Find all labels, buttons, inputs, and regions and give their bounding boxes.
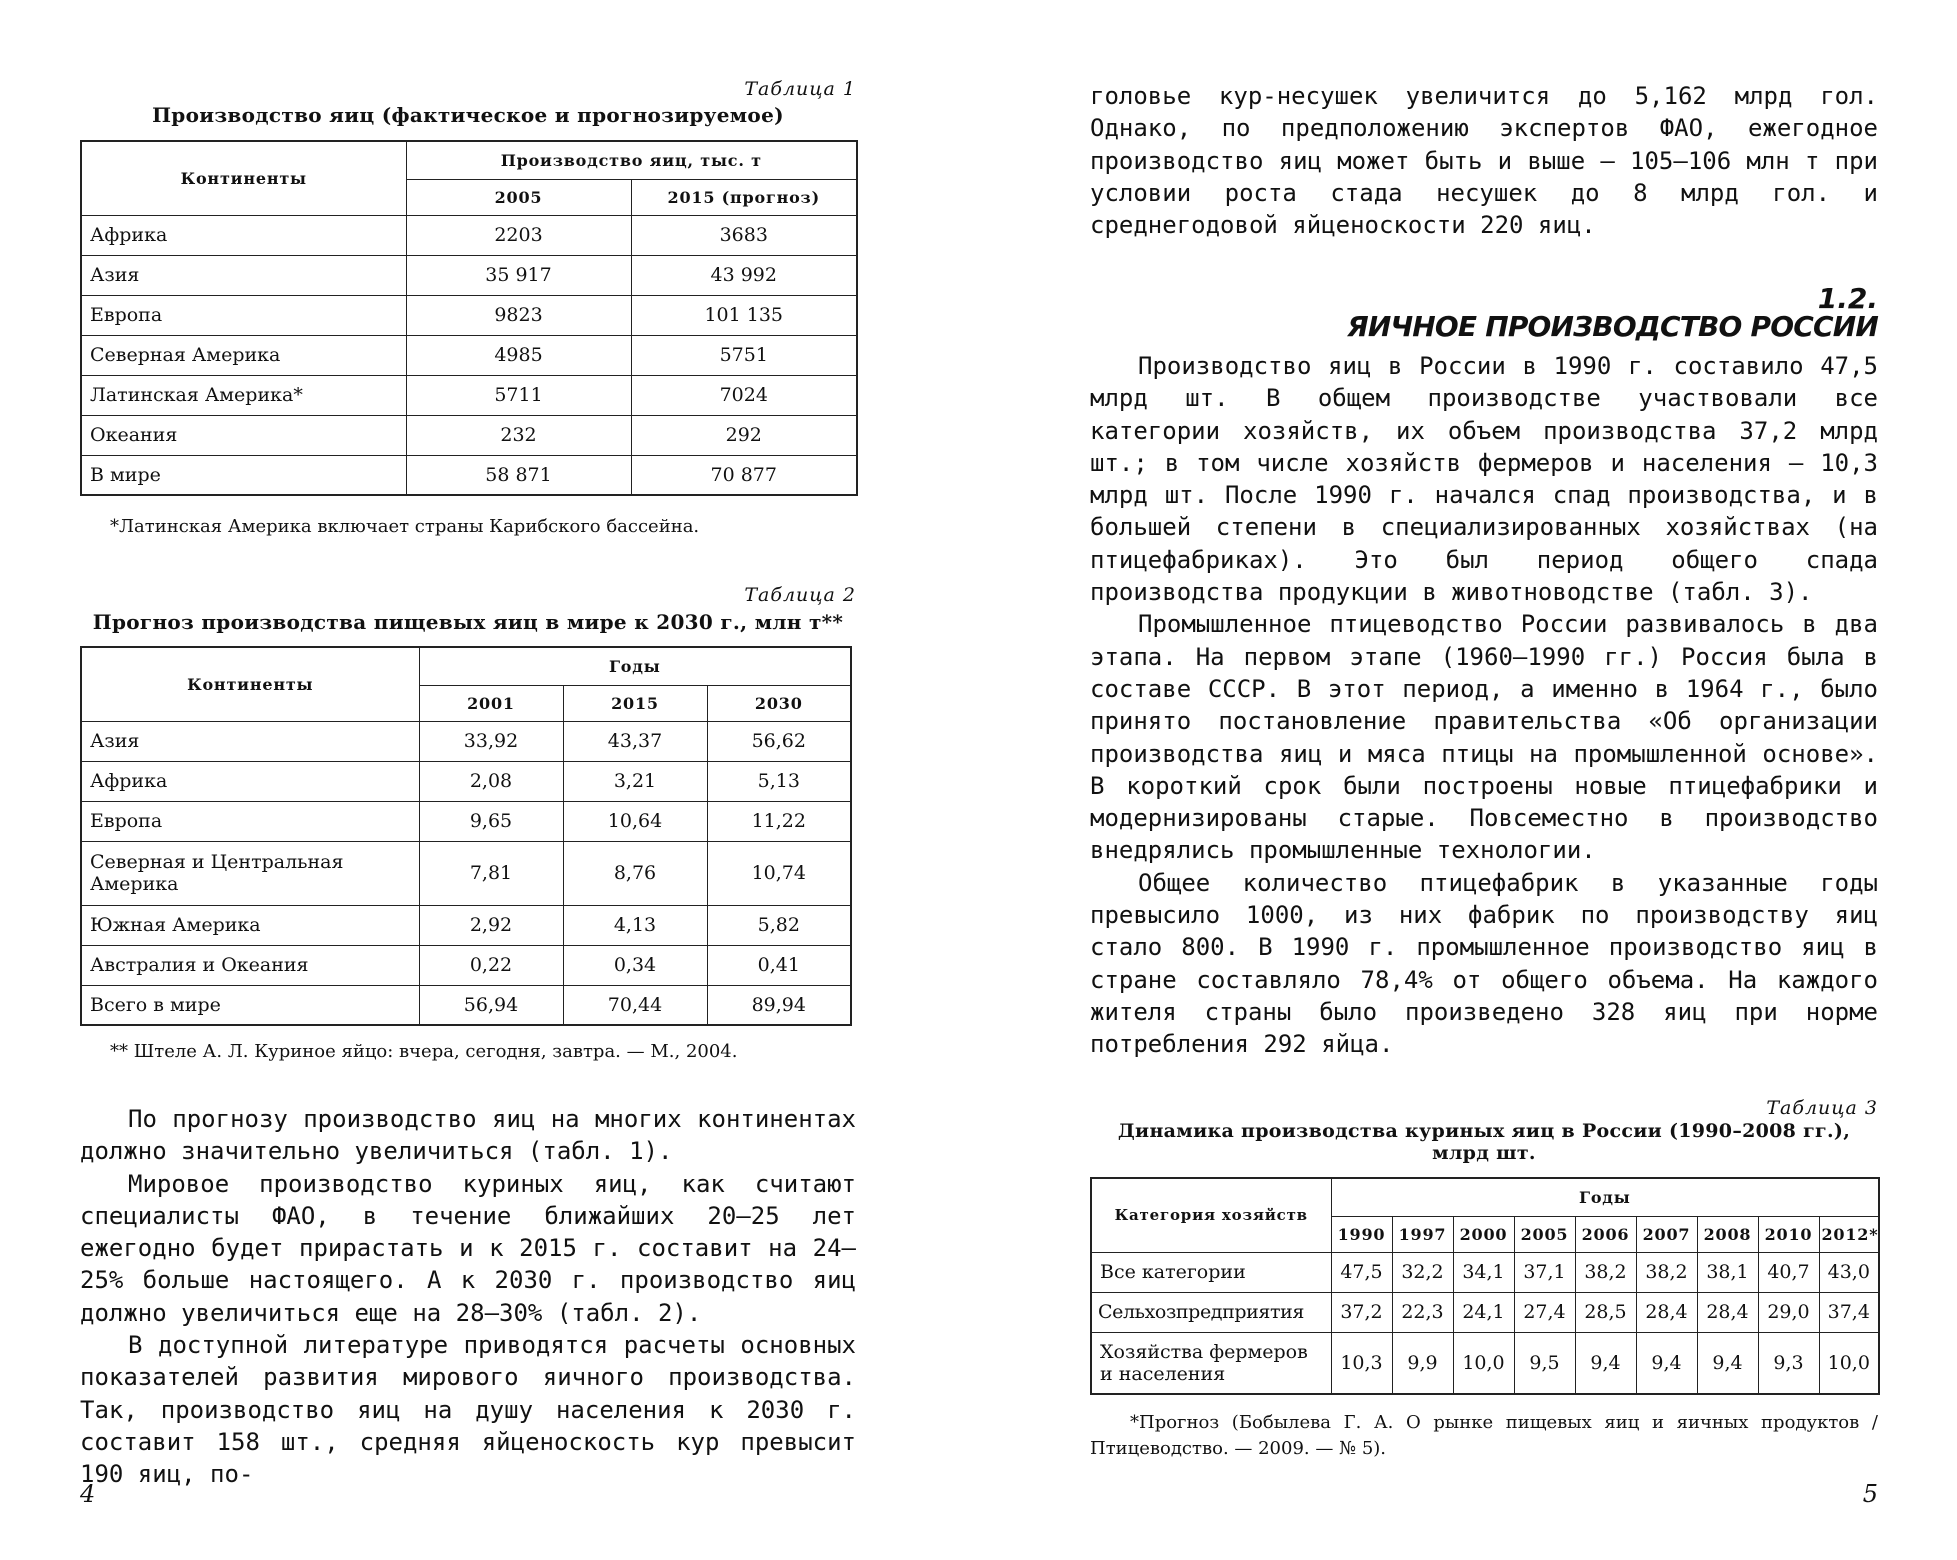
table1-row-name: Азия [81, 255, 406, 295]
table-row [81, 335, 857, 375]
table3-caption: Таблица 3 [1766, 1097, 1878, 1119]
table-row [81, 375, 857, 415]
table1-cell: 5711 [406, 375, 631, 415]
table2-header-group: Годы [419, 647, 851, 685]
table2-row-name: Северная и Центральная Америка [81, 841, 419, 905]
table2-row-name: Европа [81, 801, 419, 841]
table3-cell: 38,2 [1575, 1252, 1636, 1292]
table-row [81, 415, 857, 455]
paragraph: По прогнозу производство яиц на многих континентах должно значительно увеличиться (табл. 1). [80, 1105, 856, 1166]
table1-row-name: Океания [81, 415, 406, 455]
table3-header-year: 1990 [1331, 1216, 1392, 1252]
paragraph: Промышленное птицеводство России развивалось в два этапа. На первом этапе (1960–1990 гг.) Россия была в составе СССР. В этот период, а именно в 1964 г., было принято постановление правительства «Об организации производства яиц и мяса птицы на промышленной основе». В короткий срок были построены новые птицефабрики и модернизированы старые. Повсеместно в производство внедрялись промышленные технологии. [1090, 610, 1878, 865]
table1-cell: 9823 [406, 295, 631, 335]
table2-cell: 0,41 [707, 945, 851, 985]
table2-row-name: Азия [81, 721, 419, 761]
table2-cell: 2,92 [419, 905, 563, 945]
table2-cell: 3,21 [563, 761, 707, 801]
table-row [81, 721, 851, 761]
table3-cell: 34,1 [1453, 1252, 1514, 1292]
table3-cell: 9,9 [1392, 1332, 1453, 1394]
table2-cell: 10,64 [563, 801, 707, 841]
table1-cell: 43 992 [631, 255, 857, 295]
table1-row-name: Африка [81, 215, 406, 255]
table1-cell: 3683 [631, 215, 857, 255]
section-number: 1.2. [1817, 282, 1878, 315]
table-row [1091, 1332, 1879, 1394]
table3-row-name: Сельхозпредприятия [1091, 1292, 1331, 1332]
table-row [81, 761, 851, 801]
table3-cell: 10,0 [1819, 1332, 1879, 1394]
table-row [81, 455, 857, 495]
table2-header-year: 2030 [707, 685, 851, 721]
table3-header-col: Категория хозяйств [1091, 1178, 1331, 1252]
table3-cell: 37,1 [1514, 1252, 1575, 1292]
table2-cell: 0,34 [563, 945, 707, 985]
table2-cell: 33,92 [419, 721, 563, 761]
table-row [81, 295, 857, 335]
paragraph: Общее количество птицефабрик в указанные годы превысило 1000, из них фабрик по производству яиц стало 800. В 1990 г. промышленное производство яиц в стране составляло 78,4% от общего объема. На каждого жителя страны было произведено 328 яиц при норме потребления 292 яйца. [1090, 868, 1878, 1059]
table3-header-year: 2012* [1819, 1216, 1879, 1252]
table3-header-year: 2010 [1758, 1216, 1819, 1252]
table3-row-name: Хозяйства фермеров и населения [1091, 1332, 1331, 1394]
table1-row-name: В мире [81, 455, 406, 495]
table1-cell: 5751 [631, 335, 857, 375]
table3-cell: 47,5 [1331, 1252, 1392, 1292]
right-page [1090, 0, 1878, 1560]
right-body-text [1090, 350, 1878, 1061]
table1-header-year: 2005 [406, 179, 631, 215]
table3-cell: 28,5 [1575, 1292, 1636, 1332]
table2-cell: 43,37 [563, 721, 707, 761]
table3-cell: 38,1 [1697, 1252, 1758, 1292]
table3-cell: 27,4 [1514, 1292, 1575, 1332]
section-title: ЯИЧНОЕ ПРОИЗВОДСТВО РОССИИ [1347, 310, 1878, 343]
table2-cell: 8,76 [563, 841, 707, 905]
table3-cell: 10,0 [1453, 1332, 1514, 1394]
table2-header-col: Континенты [81, 647, 419, 721]
table3-cell: 9,5 [1514, 1332, 1575, 1394]
table3-cell: 29,0 [1758, 1292, 1819, 1332]
table2-cell: 56,62 [707, 721, 851, 761]
table-row [1091, 1292, 1879, 1332]
table3-header-year: 2008 [1697, 1216, 1758, 1252]
table3-cell: 38,2 [1636, 1252, 1697, 1292]
table3-cell: 9,4 [1697, 1332, 1758, 1394]
table3 [1090, 1177, 1880, 1395]
table1-row-name: Латинская Америка* [81, 375, 406, 415]
table1-cell: 58 871 [406, 455, 631, 495]
table2-cell: 89,94 [707, 985, 851, 1025]
table2-cell: 10,74 [707, 841, 851, 905]
table2-caption: Таблица 2 [744, 584, 856, 606]
table3-header-year: 1997 [1392, 1216, 1453, 1252]
table3-cell: 10,3 [1331, 1332, 1392, 1394]
table3-cell: 43,0 [1819, 1252, 1879, 1292]
table-row [81, 801, 851, 841]
table3-cell: 9,3 [1758, 1332, 1819, 1394]
table1-cell: 4985 [406, 335, 631, 375]
table2-cell: 7,81 [419, 841, 563, 905]
paragraph: Мировое производство куриных яиц, как считают специалисты ФАО, в течение ближайших 20–25 лет ежегодно будет прирастать и к 2015 г. составит на 24–25% больше настоящего. А к 2030 г. производство яиц должно увеличиться еще на 28–30% (табл. 2). [80, 1169, 856, 1327]
table1 [80, 140, 858, 496]
page-number: 5 [1862, 1480, 1878, 1508]
paragraph: В доступной литературе приводятся расчеты основных показателей развития мирового яичного производства. Так, производство яиц на душу населения к 2030 г. составит 158 шт., средняя яйценоскость кур превысит 190 яиц, по- [80, 1331, 856, 1489]
table1-header-year: 2015 (прогноз) [631, 179, 857, 215]
table3-cell: 28,4 [1697, 1292, 1758, 1332]
table3-cell: 22,3 [1392, 1292, 1453, 1332]
table3-header-group: Годы [1331, 1178, 1879, 1216]
table3-row-name: Все категории [1091, 1252, 1331, 1292]
table3-cell: 32,2 [1392, 1252, 1453, 1292]
table3-cell: 24,1 [1453, 1292, 1514, 1332]
table1-row-name: Европа [81, 295, 406, 335]
paragraph: головье кур-несушек увеличится до 5,162 млрд гол. Однако, по предположению экспертов ФАО, ежегодное производство яиц может быть и выше — 105–106 млн т при условии роста стада несушек до 8 млрд гол. и среднегодовой яйценоскости 220 яиц. [1090, 82, 1878, 240]
table-row [81, 905, 851, 945]
table2-row-name: Африка [81, 761, 419, 801]
table3-header-year: 2006 [1575, 1216, 1636, 1252]
table2-cell: 5,13 [707, 761, 851, 801]
table1-header-col: Континенты [81, 141, 406, 215]
table1-header-group: Производство яиц, тыс. т [406, 141, 857, 179]
table2 [80, 646, 852, 1026]
table2-cell: 70,44 [563, 985, 707, 1025]
table3-header-year: 2000 [1453, 1216, 1514, 1252]
table2-cell: 11,22 [707, 801, 851, 841]
table1-cell: 101 135 [631, 295, 857, 335]
table3-header-year: 2007 [1636, 1216, 1697, 1252]
table1-cell: 70 877 [631, 455, 857, 495]
table2-header-year: 2015 [563, 685, 707, 721]
paragraph: Производство яиц в России в 1990 г. составило 47,5 млрд шт. В общем производстве участвовали все категории хозяйств, их объем производства 37,2 млрд шт.; в том числе хозяйств фермеров и населения — 10,3 млрд шт. После 1990 г. начался спад производства, и в большей степени в специализированных хозяйствах (на птицефабриках). Это был период общего спада производства продукции в животноводстве (табл. 3). [1090, 352, 1878, 607]
table3-footnote: *Прогноз (Бобылева Г. А. О рынке пищевых яиц и яичных продуктов / Птицеводство. — 2009. — № 5). [1090, 1412, 1878, 1459]
table-row [81, 945, 851, 985]
table2-header-year: 2001 [419, 685, 563, 721]
table2-title: Прогноз производства пищевых яиц в мире к 2030 г., млн т** [92, 610, 844, 634]
left-body-text [80, 1103, 856, 1491]
table1-cell: 292 [631, 415, 857, 455]
table1-title: Производство яиц (фактическое и прогнозируемое) [152, 103, 784, 127]
left-page [80, 0, 856, 1560]
table2-cell: 4,13 [563, 905, 707, 945]
table2-row-name: Австралия и Океания [81, 945, 419, 985]
table-row [1091, 1252, 1879, 1292]
table1-cell: 232 [406, 415, 631, 455]
page-number: 4 [80, 1480, 96, 1508]
table-row [81, 985, 851, 1025]
table2-row-name: Всего в мире [81, 985, 419, 1025]
table3-cell: 37,4 [1819, 1292, 1879, 1332]
table3-cell: 37,2 [1331, 1292, 1392, 1332]
table3-cell: 9,4 [1636, 1332, 1697, 1394]
table2-cell: 2,08 [419, 761, 563, 801]
table1-cell: 35 917 [406, 255, 631, 295]
table-row [81, 215, 857, 255]
table2-row-name: Южная Америка [81, 905, 419, 945]
table-row [81, 841, 851, 905]
table2-cell: 0,22 [419, 945, 563, 985]
table2-cell: 9,65 [419, 801, 563, 841]
table3-cell: 9,4 [1575, 1332, 1636, 1394]
table1-row-name: Северная Америка [81, 335, 406, 375]
table3-header-year: 2005 [1514, 1216, 1575, 1252]
table2-cell: 56,94 [419, 985, 563, 1025]
table1-footnote: *Латинская Америка включает страны Карибского бассейна. [110, 516, 700, 537]
table3-cell: 28,4 [1636, 1292, 1697, 1332]
table1-cell: 7024 [631, 375, 857, 415]
table1-cell: 2203 [406, 215, 631, 255]
table3-title: Динамика производства куриных яиц в России (1990–2008 гг.), млрд шт. [1117, 1120, 1851, 1164]
right-top-text [1090, 80, 1878, 241]
table2-footnote: ** Штеле А. Л. Куриное яйцо: вчера, сегодня, завтра. — М., 2004. [110, 1041, 738, 1062]
table-row [81, 255, 857, 295]
table3-cell: 40,7 [1758, 1252, 1819, 1292]
table2-cell: 5,82 [707, 905, 851, 945]
table1-caption: Таблица 1 [744, 78, 856, 100]
